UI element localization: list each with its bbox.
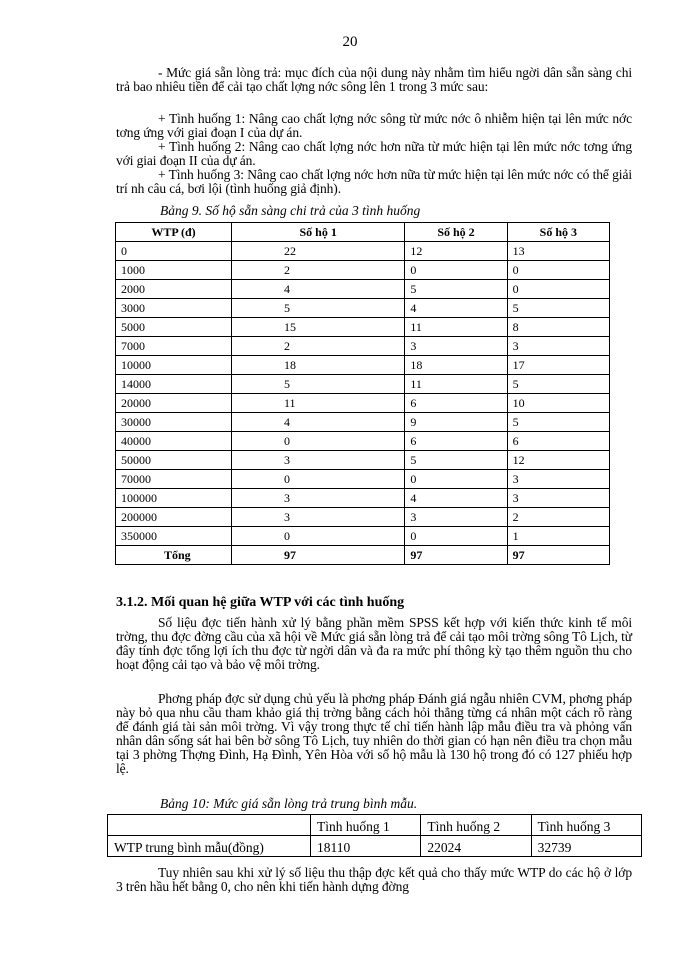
table-row [116, 261, 610, 280]
col-header-scenario-2: Tình huống 2 [421, 815, 531, 836]
ho-1-count-cell: 0 [232, 470, 405, 489]
table-row [116, 394, 610, 413]
table-row [116, 527, 610, 546]
table-header-row [116, 223, 610, 242]
wtp-value-cell: 100000 [116, 489, 232, 508]
ho-2-count-cell: 4 [405, 299, 507, 318]
wtp-value-cell: 40000 [116, 432, 232, 451]
ho-3-count-cell: 12 [507, 451, 609, 470]
ho-2-count-cell: 0 [405, 261, 507, 280]
ho-1-count-cell: 2 [232, 261, 405, 280]
row-label: WTP trung bình mẫu(đồng) [108, 836, 311, 857]
ho-2-count-cell: 0 [405, 527, 507, 546]
ho-1-count-cell: 3 [232, 451, 405, 470]
wtp-value-cell: 14000 [116, 375, 232, 394]
mean-scenario-2: 22024 [421, 836, 531, 857]
intro-paragraph-1: - Mức giá sẵn lòng trả: mục đích của nội dung này nhằm tìm hiểu ngời dân sẵn sàng chi trả bao nhiêu tiền để cải tạo chất lợng nớc sông lên 1 trong 3 mức sau: [116, 65, 632, 94]
table-row [116, 470, 610, 489]
mean-scenario-3: 32739 [531, 836, 641, 857]
col-header-ho-1: Số hộ 1 [232, 223, 405, 242]
wtp-value-cell: 3000 [116, 299, 232, 318]
section-heading: 3.1.2. Mối quan hệ giữa WTP với các tình huống [116, 595, 405, 610]
ho-3-count-cell: 5 [507, 413, 609, 432]
wtp-value-cell: 7000 [116, 337, 232, 356]
ho-2-count-cell: 3 [405, 337, 507, 356]
table-row [116, 432, 610, 451]
ho-3-count-cell: 1 [507, 527, 609, 546]
wtp-value-cell: 1000 [116, 261, 232, 280]
table-9-caption: Bảng 9. Số hộ sẵn sàng chi trả của 3 tình huống [160, 203, 421, 218]
ho-3-count-cell: 5 [507, 375, 609, 394]
wtp-value-cell: 30000 [116, 413, 232, 432]
wtp-value-cell: 10000 [116, 356, 232, 375]
mean-wtp-table [107, 814, 642, 857]
ho-2-count-cell: 5 [405, 280, 507, 299]
ho-2-count-cell: 5 [405, 451, 507, 470]
total-row [116, 546, 610, 565]
ho-2-count-cell: 6 [405, 432, 507, 451]
ho-3-count-cell: 2 [507, 508, 609, 527]
table-row [116, 356, 610, 375]
table-row [108, 836, 642, 857]
col-header-scenario-3: Tình huống 3 [531, 815, 641, 836]
col-header-ho-3: Số hộ 3 [507, 223, 609, 242]
ho-3-count-cell: 3 [507, 470, 609, 489]
total-label: Tổng [116, 546, 232, 565]
ho-2-count-cell: 18 [405, 356, 507, 375]
ho-1-count-cell: 5 [232, 375, 405, 394]
col-header-ho-2: Số hộ 2 [405, 223, 507, 242]
wtp-value-cell: 2000 [116, 280, 232, 299]
ho-1-count-cell: 3 [232, 489, 405, 508]
ho-1-count-cell: 0 [232, 527, 405, 546]
ho-1-count-cell: 5 [232, 299, 405, 318]
ho-2-count-cell: 0 [405, 470, 507, 489]
table-row [116, 280, 610, 299]
ho-2-count-cell: 12 [405, 242, 507, 261]
ho-1-count-cell: 22 [232, 242, 405, 261]
ho-2-count-cell: 6 [405, 394, 507, 413]
ho-1-count-cell: 11 [232, 394, 405, 413]
ho-2-count-cell: 11 [405, 318, 507, 337]
total-ho-3-count: 97 [507, 546, 609, 565]
empty-header-cell [108, 815, 311, 836]
wtp-households-table [115, 222, 610, 565]
section-paragraph-1: Số liệu đợc tiến hành xử lý bằng phần mềm SPSS kết hợp với kiến thức kinh tế môi trờng, thu đợc đờng cầu của xã hội về Mức giá sẵn lòng trả để cải tạo môi trờng sông Tô Lịch, từ đây tính đợc tổng lợi ích thu đợc từ ngời dân và đa ra mức phí thông kỳ tạo thêm nguồn thu cho hoạt động cải tạo và bảo vệ môi trờng. [116, 615, 632, 672]
total-ho-1-count: 97 [232, 546, 405, 565]
scenario-2-paragraph: + Tình huống 2: Nâng cao chất lợng nớc hơn nữa từ mức hiện tại lên mức nớc tơng ứng với giai đoạn II của dự án. [116, 139, 632, 168]
closing-paragraph: Tuy nhiên sau khi xử lý số liệu thu thập đợc kết quả cho thấy mức WTP do các hộ ở lớp 3 trên hầu hết bằng 0, cho nên khi tiến hành dựng đờng [116, 865, 632, 894]
ho-1-count-cell: 2 [232, 337, 405, 356]
ho-2-count-cell: 3 [405, 508, 507, 527]
col-header-scenario-1: Tình huống 1 [311, 815, 421, 836]
wtp-value-cell: 5000 [116, 318, 232, 337]
ho-1-count-cell: 4 [232, 280, 405, 299]
ho-3-count-cell: 5 [507, 299, 609, 318]
table-10-caption: Bảng 10: Mức giá sẵn lòng trả trung bình mẫu. [160, 796, 418, 811]
wtp-value-cell: 50000 [116, 451, 232, 470]
section-paragraph-2: Phơng pháp đợc sử dụng chủ yếu là phơng pháp Đánh giá ngẫu nhiên CVM, phơng pháp này bỏ qua nhu cầu tham khảo giá thị trờng bằng cách hỏi thẳng từng cá nhân một cách rõ ràng để đánh giá tài sản môi trờng. Vì vậy trong thực tế chỉ tiến hành lập mẫu điều tra và phỏng vấn nhân dân sống sát hai bên bờ sông Tô Lịch, tuy nhiên do thời gian có hạn nên điều tra chọn mẫu tại 3 phờng Thợng Đình, Hạ Đình, Yên Hòa với số hộ mẫu là 130 hộ trong đó có 127 phiếu hợp lệ. [116, 691, 632, 776]
ho-1-count-cell: 4 [232, 413, 405, 432]
ho-3-count-cell: 17 [507, 356, 609, 375]
table-row [116, 413, 610, 432]
table-row [116, 299, 610, 318]
wtp-value-cell: 0 [116, 242, 232, 261]
table-row [116, 318, 610, 337]
ho-1-count-cell: 15 [232, 318, 405, 337]
table-row [116, 337, 610, 356]
ho-1-count-cell: 0 [232, 432, 405, 451]
ho-3-count-cell: 10 [507, 394, 609, 413]
ho-3-count-cell: 0 [507, 261, 609, 280]
ho-2-count-cell: 4 [405, 489, 507, 508]
total-ho-2-count: 97 [405, 546, 507, 565]
wtp-value-cell: 20000 [116, 394, 232, 413]
wtp-value-cell: 350000 [116, 527, 232, 546]
ho-2-count-cell: 9 [405, 413, 507, 432]
mean-scenario-1: 18110 [311, 836, 421, 857]
ho-1-count-cell: 18 [232, 356, 405, 375]
ho-3-count-cell: 3 [507, 489, 609, 508]
table-row [116, 508, 610, 527]
ho-1-count-cell: 3 [232, 508, 405, 527]
wtp-value-cell: 70000 [116, 470, 232, 489]
table-row [116, 451, 610, 470]
table-row [116, 375, 610, 394]
ho-3-count-cell: 3 [507, 337, 609, 356]
ho-3-count-cell: 8 [507, 318, 609, 337]
scenario-1-paragraph: + Tình huống 1: Nâng cao chất lợng nớc sông từ mức nớc ô nhiễm hiện tại lên mức nớc tơng ứng với giai đoạn I của dự án. [116, 111, 632, 140]
ho-3-count-cell: 0 [507, 280, 609, 299]
table-header-row [108, 815, 642, 836]
ho-3-count-cell: 6 [507, 432, 609, 451]
table-row [116, 489, 610, 508]
ho-2-count-cell: 11 [405, 375, 507, 394]
col-header-wtp: WTP (đ) [116, 223, 232, 242]
wtp-value-cell: 200000 [116, 508, 232, 527]
page-number: 20 [342, 34, 358, 50]
ho-3-count-cell: 13 [507, 242, 609, 261]
scenario-3-paragraph: + Tình huống 3: Nâng cao chất lợng nớc hơn nữa từ mức hiện tại lên mức nớc có thể giải trí nh câu cá, bơi lội (tình huống giả định). [116, 167, 632, 196]
table-row [116, 242, 610, 261]
